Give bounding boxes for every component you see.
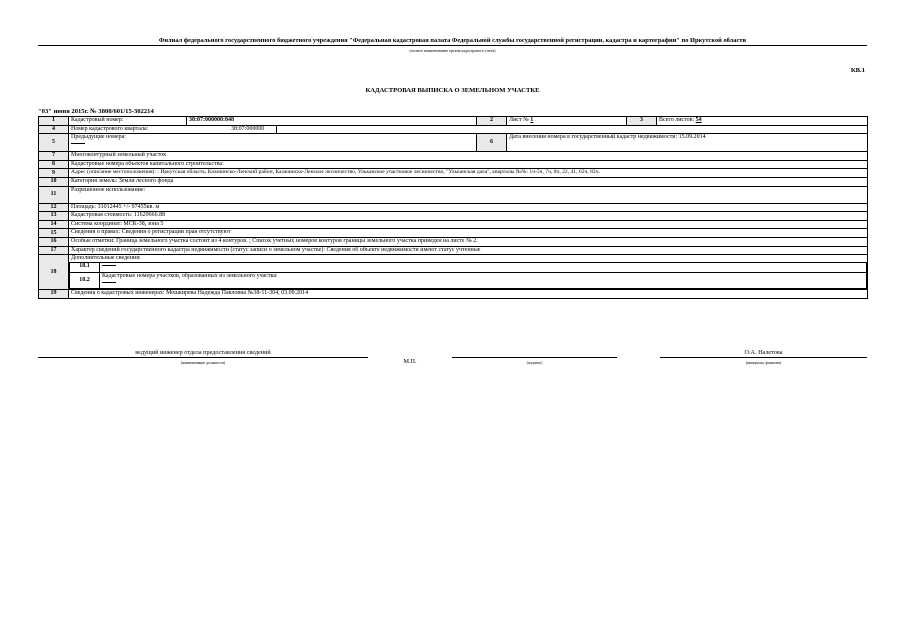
row-number: 4 [39, 125, 69, 134]
row-number: 12 [39, 203, 69, 212]
total-sheets-value: 54 [695, 117, 702, 123]
special-notes: Особые отметки: Граница земельного участка состоит из 4 контуров. ; Список учетных номеров контуров границы земельного участка приведен на листе № 2. [69, 237, 868, 246]
table-row [39, 117, 868, 126]
record-status: Характер сведений государственного кадастра недвижимости (статус записи о земельном участке): Сведения об объекте недвижимости имеют статус учтенные [69, 246, 868, 255]
permitted-use: Разрешенное использование: [69, 186, 868, 203]
empty-cell [277, 125, 868, 134]
table-row [39, 177, 868, 186]
extract-table [38, 116, 868, 299]
quarter-number-cell [69, 125, 277, 134]
cadastral-number-label: Кадастровый номер: [69, 117, 187, 126]
signer-position: ведущий инженер отдела предоставления сведений [135, 349, 271, 356]
table-row [39, 186, 868, 203]
row-number: 2 [477, 117, 507, 126]
subrow-18-1-value [100, 263, 867, 273]
row-number: 15 [39, 229, 69, 238]
position-line [38, 357, 368, 358]
row-number: 1 [39, 117, 69, 126]
formed-parcels-label: Кадастровые номера участков, образованных из земельного участка: [102, 273, 278, 280]
cadastral-value: Кадастровая стоимость: 11629666.88 [69, 212, 868, 221]
row-number: 7 [39, 152, 69, 161]
row-number: 13 [39, 212, 69, 221]
sheet-number-value: 1 [530, 117, 534, 123]
table-row [39, 220, 868, 229]
subrow-number: 18.2 [70, 273, 100, 289]
subrow-18-2-cell [100, 273, 867, 289]
empty-value-dash [102, 263, 116, 266]
cadastral-engineers: Сведения о кадастровых инженерах: Мошкирева Надежда Павловна №38-11-304, 03.09.2014 [69, 290, 868, 299]
form-code: КВ.1 [850, 67, 865, 74]
row-number: 3 [627, 117, 657, 126]
area: Площадь: 31012445 +/- 97455кв. м [69, 203, 868, 212]
table-row [39, 255, 868, 290]
position-note: (наименование должности) [180, 361, 226, 365]
sheet-number-label: Лист № [509, 117, 529, 123]
row-number: 16 [39, 237, 69, 246]
row-number: 11 [39, 186, 69, 203]
rights-info: Сведения о правах: Сведения о регистрации прав отсутствуют [69, 229, 868, 238]
row-number: 5 [39, 134, 69, 152]
name-note: (инициалы, фамилия) [745, 361, 781, 365]
land-category: Категория земель: Земли лесного фонда [69, 177, 868, 186]
capital-objects: Кадастровые номера объектов капитального строительства: [69, 160, 868, 169]
table-row [39, 169, 868, 178]
document-title: КАДАСТРОВАЯ ВЫПИСКА О ЗЕМЕЛЬНОМ УЧАСТКЕ [365, 87, 540, 94]
organization-underline [38, 45, 867, 46]
empty-value-dash [102, 280, 116, 283]
multi-contour-note: Многоконтурный земельный участок [69, 152, 868, 161]
organization-note: (полное наименование органа кадастрового учета) [409, 48, 496, 53]
name-line [660, 357, 867, 358]
organization-name: Филиал федерального государственного бюджетного учреждения "Федеральная кадастровая палата Федеральной службы государственной регистрации, кадастра и картографии" по Иркутской области [158, 37, 747, 44]
signer-name: О.А. Налетова [744, 349, 783, 356]
total-sheets-cell [657, 117, 868, 126]
row-number: 14 [39, 220, 69, 229]
cadastral-number-value: 38:07:000000:848 [187, 117, 477, 126]
table-row [70, 273, 867, 289]
row-number: 6 [477, 134, 507, 152]
address: Адрес (описание местоположения): : Иркутская область, Казачинско-Ленский район, Казачинско-Ленское лесничество, Ульканское участковое лесничество, "Ульканская дача", кварталы №№: 1ч-5ч, 7ч, 8ч, 22, 41, 62ч, 82ч. [69, 169, 868, 178]
row-number: 10 [39, 177, 69, 186]
quarter-number-value: 38:07:000000 [231, 125, 265, 132]
signature-line [452, 357, 617, 358]
table-row [39, 246, 868, 255]
row-number: 19 [39, 290, 69, 299]
table-row [39, 134, 868, 152]
additional-info-subtable [69, 262, 867, 289]
sheet-number-cell [507, 117, 627, 126]
signature-note: (подпись) [526, 361, 543, 365]
quarter-number-label: Номер кадастрового квартала: [71, 125, 149, 132]
row-number: 18 [39, 255, 69, 290]
additional-info-label: Дополнительные сведения: [71, 255, 141, 262]
table-row [39, 125, 868, 134]
table-row [39, 212, 868, 221]
previous-numbers-label: Предыдущие номера: [71, 134, 126, 141]
table-row [70, 263, 867, 273]
additional-info-cell [69, 255, 868, 290]
row-number: 9 [39, 169, 69, 178]
row-number: 17 [39, 246, 69, 255]
previous-numbers-cell [69, 134, 477, 152]
total-sheets-label: Всего листов: [659, 117, 695, 123]
number-entry-date: Дата внесения номера в государственный кадастр недвижимости: 15.09.2014 [507, 134, 868, 152]
table-row [39, 203, 868, 212]
stamp-place: М.П. [403, 358, 417, 365]
row-number: 8 [39, 160, 69, 169]
empty-value-dash [71, 141, 85, 144]
table-row [39, 152, 868, 161]
table-row [39, 237, 868, 246]
table-row [39, 160, 868, 169]
table-row [39, 290, 868, 299]
date-and-number: "03" июня 2015г. № 3800/601/15-302214 [38, 108, 154, 115]
subrow-number: 18.1 [70, 263, 100, 273]
table-row [39, 229, 868, 238]
coordinate-system: Система координат: МСК-38, зона 5 [69, 220, 868, 229]
